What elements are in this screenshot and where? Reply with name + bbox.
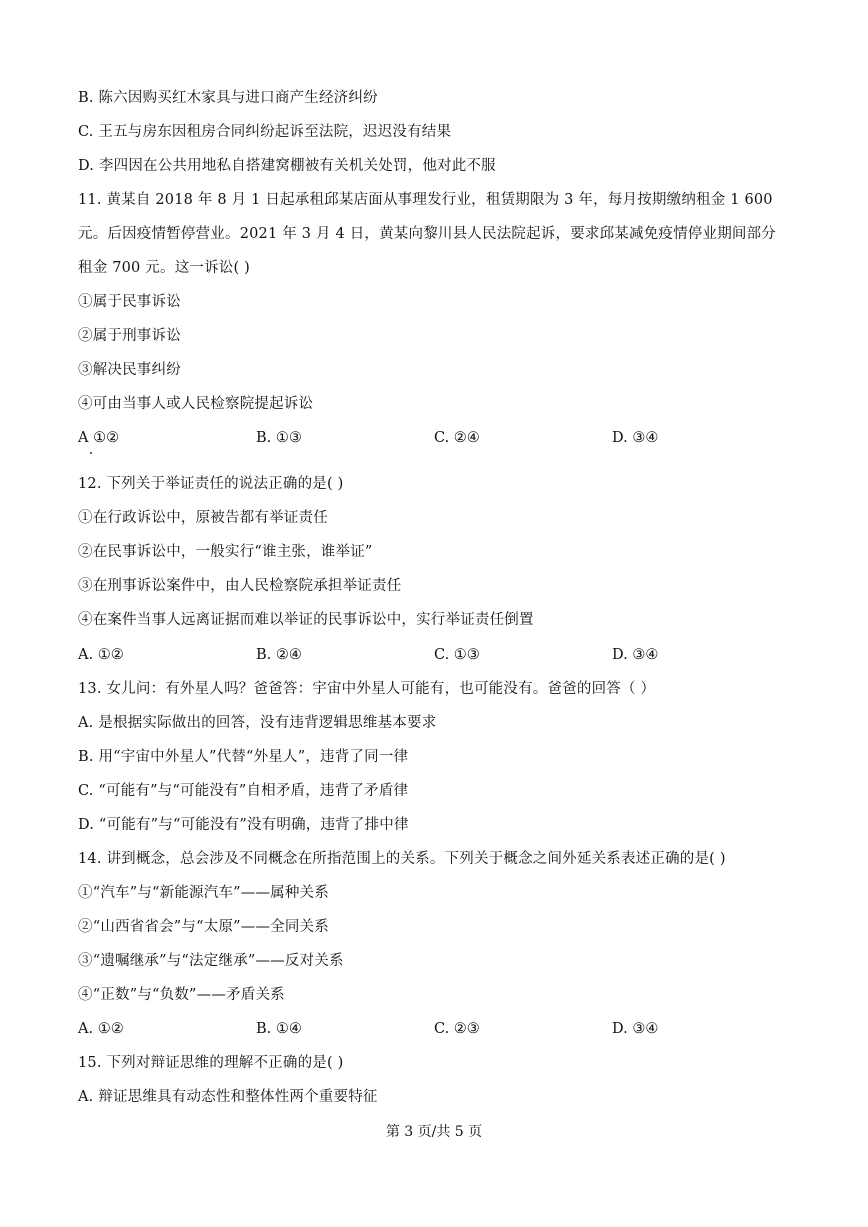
page-number-footer: 第 3 页/共 5 页 [385, 1124, 483, 1140]
q12-choice-a: A. ①② [78, 647, 124, 663]
q13-option-d: D. “可能有”与“可能没有”没有明确，违背了排中律 [78, 817, 409, 833]
q12-stem: 12. 下列关于举证责任的说法正确的是( ) [78, 476, 344, 492]
q13-option-a: A. 是根据实际做出的回答，没有违背逻辑思维基本要求 [78, 715, 437, 731]
q12-statement-1: ①在行政诉讼中，原被告都有举证责任 [78, 510, 328, 526]
q15-option-a: A. 辩证思维具有动态性和整体性两个重要特征 [78, 1089, 378, 1105]
q11-choice-a: A ①② [78, 430, 120, 446]
q14-choice-b: B. ①④ [256, 1021, 302, 1037]
q11-choices [78, 428, 778, 448]
q10-option-d: D. 李四因在公共用地私自搭建窝棚被有关机关处罚，他对此不服 [78, 158, 496, 174]
q11-statement-1: ①属于民事诉讼 [78, 294, 181, 310]
q11-stem-line-2: 元。后因疫情暂停营业。2021 年 3 月 4 日，黄某向黎川县人民法院起诉，要求邱某减免疫情停业期间部分 [78, 226, 776, 242]
q11-statement-3: ③解决民事纠纷 [78, 362, 181, 378]
q13-stem: 13. 女儿问：有外星人吗？爸爸答：宇宙中外星人可能有，也可能没有。爸爸的回答（ ） [78, 681, 656, 697]
q13-option-c: C. “可能有”与“可能没有”自相矛盾，违背了矛盾律 [78, 783, 409, 799]
q11-choice-d: D. ③④ [612, 430, 659, 446]
q15-stem: 15. 下列对辩证思维的理解不正确的是( ) [78, 1055, 344, 1071]
q14-choice-a: A. ①② [78, 1021, 124, 1037]
q11-choice-c: C. ②④ [434, 430, 480, 446]
q11-choice-b: B. ①③ [256, 430, 302, 446]
q14-choice-d: D. ③④ [612, 1021, 659, 1037]
q12-statement-3: ③在刑事诉讼案件中，由人民检察院承担举证责任 [78, 578, 402, 594]
q12-statement-4: ④在案件当事人远离证据而难以举证的民事诉讼中，实行举证责任倒置 [78, 612, 534, 628]
q11-statement-2: ②属于刑事诉讼 [78, 328, 181, 344]
scan-speck [90, 452, 92, 454]
q12-statement-2: ②在民事诉讼中，一般实行“谁主张，谁举证” [78, 544, 373, 560]
q12-choice-b: B. ②④ [256, 647, 302, 663]
q12-choice-c: C. ①③ [434, 647, 480, 663]
q13-option-b: B. 用“宇宙中外星人”代替“外星人”，违背了同一律 [78, 749, 409, 765]
q14-statement-4: ④“正数”与“负数”——矛盾关系 [78, 987, 285, 1003]
q10-option-b: B. 陈六因购买红木家具与进口商产生经济纠纷 [78, 90, 378, 106]
q14-statement-3: ③“遗嘱继承”与“法定继承”——反对关系 [78, 953, 344, 969]
q12-choice-d: D. ③④ [612, 647, 659, 663]
q14-choices [78, 1019, 778, 1039]
q10-option-c: C. 王五与房东因租房合同纠纷起诉至法院，迟迟没有结果 [78, 124, 452, 140]
q12-choices [78, 645, 778, 665]
q14-statement-2: ②“山西省省会”与“太原”——全同关系 [78, 919, 329, 935]
q14-choice-c: C. ②③ [434, 1021, 480, 1037]
q11-statement-4: ④可由当事人或人民检察院提起诉讼 [78, 396, 314, 412]
q14-stem: 14. 讲到概念，总会涉及不同概念在所指范围上的关系。下列关于概念之间外延关系表述正确的是( ) [78, 851, 726, 867]
q11-stem-line-3: 租金 700 元。这一诉讼( ) [78, 260, 251, 276]
q11-stem-line-1: 11. 黄某自 2018 年 8 月 1 日起承租邱某店面从事理发行业，租赁期限为 3 年，每月按期缴纳租金 1 600 [78, 192, 773, 208]
q14-statement-1: ①“汽车”与“新能源汽车”——属种关系 [78, 885, 329, 901]
